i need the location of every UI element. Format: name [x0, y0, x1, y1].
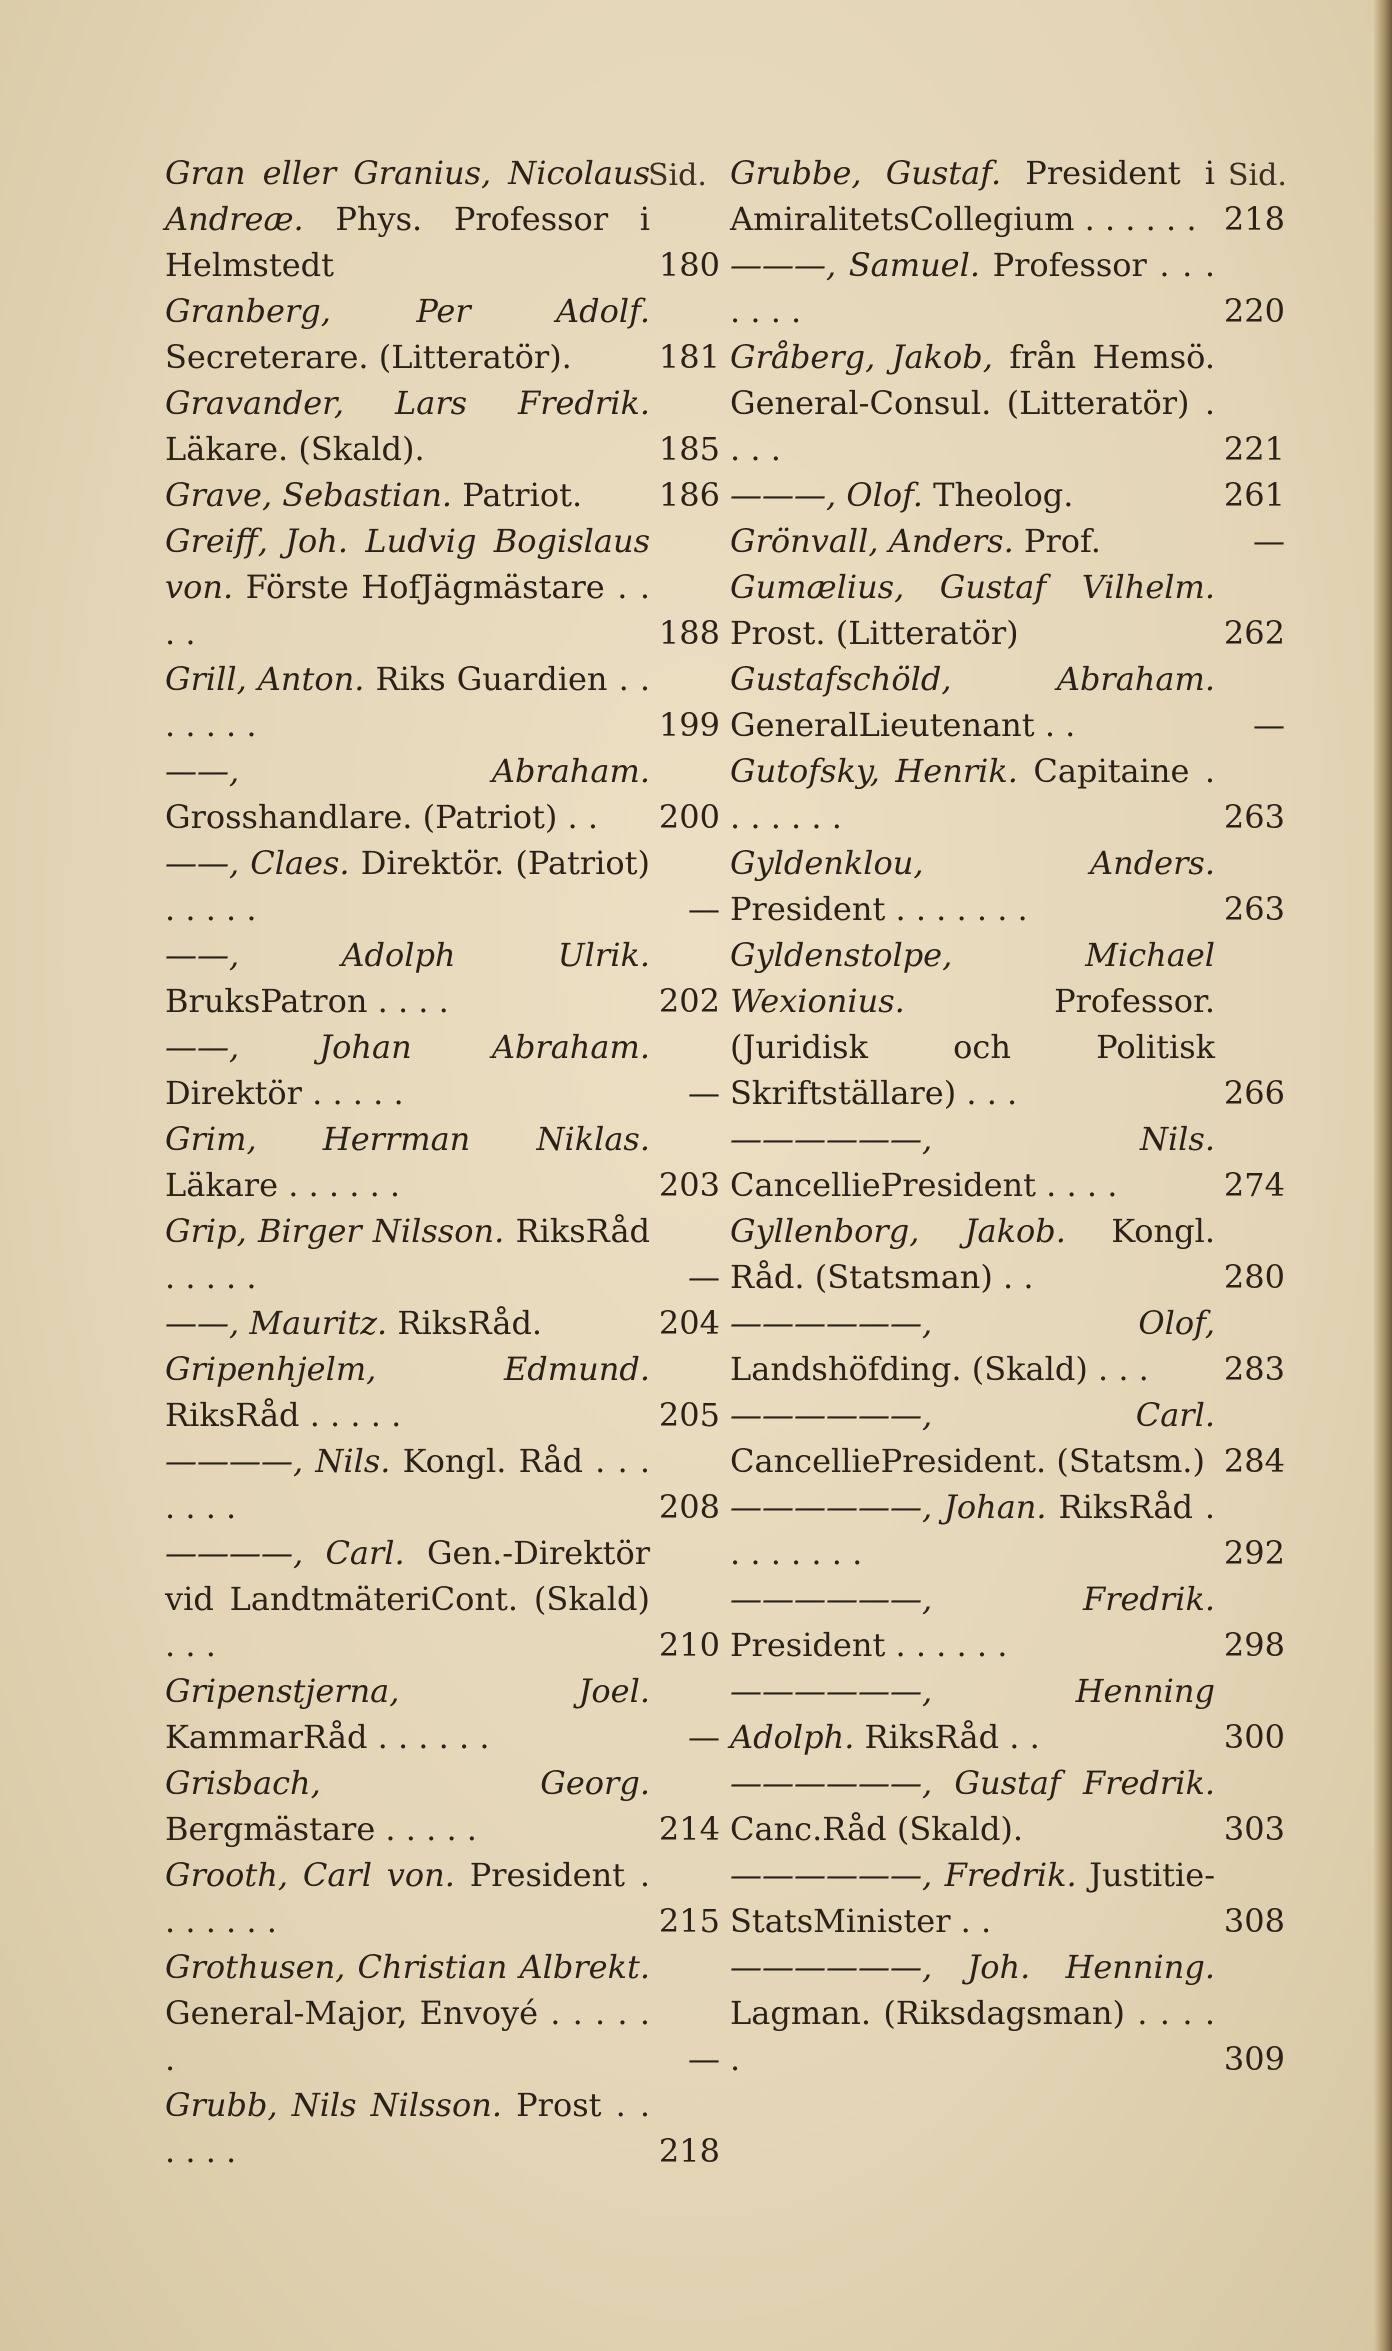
- index-entry: [730, 1300, 1285, 1392]
- entry-description: RiksRåd . . . . .: [165, 1212, 651, 1296]
- index-entry: [165, 1852, 720, 1944]
- right-column: [730, 150, 1285, 2082]
- entry-description: RiksRåd . . . . . . . .: [730, 1488, 1216, 1572]
- entry-page-number: 300: [1223, 1718, 1285, 1756]
- entry-name: Gyldenstolpe, Michael Wexionius.: [730, 936, 1215, 1020]
- index-entry: [165, 1346, 720, 1438]
- entry-page-number: 210: [658, 1626, 720, 1664]
- index-entry: [165, 1530, 720, 1668]
- entry-description: Theolog.: [933, 476, 1074, 514]
- entry-page-number: 308: [1223, 1902, 1285, 1940]
- entry-name: ——, Johan Abraham.: [165, 1028, 650, 1066]
- left-column: [165, 150, 720, 2174]
- entry-page-number: —: [688, 1074, 720, 1112]
- entry-page-number: 292: [1223, 1534, 1285, 1572]
- index-entry: [730, 1116, 1285, 1208]
- entry-page-number: 202: [658, 982, 720, 1020]
- entry-page-number: —: [1253, 522, 1285, 560]
- index-entry: [165, 1438, 720, 1530]
- entry-description: President . . . . . .: [730, 1626, 1008, 1664]
- index-entry: [165, 1024, 720, 1116]
- entry-name: ———, Samuel.: [730, 246, 981, 284]
- entry-description: President i AmiralitetsCollegium . . . . . .: [730, 154, 1216, 238]
- entry-page-number: 215: [658, 1902, 720, 1940]
- entry-name: ——————, Nils.: [730, 1120, 1215, 1158]
- entry-description: Prost . . . . . .: [165, 2086, 651, 2170]
- entry-name: Gripenstjerna, Joel.: [165, 1672, 650, 1710]
- entry-name: ——————, Gustaf Fredrik.: [730, 1764, 1215, 1802]
- entry-description: BruksPatron . . . .: [165, 982, 449, 1020]
- entry-page-number: 274: [1223, 1166, 1285, 1204]
- entry-name: Grisbach, Georg.: [165, 1764, 650, 1802]
- entry-description: Lagman. (Riksdagsman) . . . . .: [730, 1994, 1215, 2078]
- entry-description: RiksRåd . . . . .: [165, 1396, 402, 1434]
- index-entry: [165, 1208, 720, 1300]
- entry-description: Prof.: [1023, 522, 1101, 560]
- index-entry: [165, 518, 720, 656]
- entry-page-number: 218: [1223, 200, 1285, 238]
- entry-name: ——, Mauritz.: [165, 1304, 388, 1342]
- entry-page-number: —: [688, 890, 720, 928]
- entry-description: Prost. (Litteratör): [730, 614, 1019, 652]
- entry-page-number: 204: [658, 1304, 720, 1342]
- entry-name: ——————, Olof,: [730, 1304, 1215, 1342]
- index-entry: [165, 656, 720, 748]
- index-entry: [165, 288, 720, 380]
- entry-name: Gråberg, Jakob,: [730, 338, 993, 376]
- index-entry: [165, 840, 720, 932]
- entry-name: Gumælius, Gustaf Vilhelm.: [730, 568, 1215, 606]
- entry-description: Gen.-Direktör vid LandtmäteriCont. (Skald) . . .: [165, 1534, 650, 1664]
- index-entry: [165, 1300, 720, 1346]
- index-entry: [165, 2082, 720, 2174]
- entry-description: President . . . . . . .: [730, 890, 1028, 928]
- entry-name: ——————, Joh. Henning.: [730, 1948, 1215, 1986]
- index-entry: [730, 242, 1285, 334]
- entry-name: Grooth, Carl von.: [165, 1856, 455, 1894]
- entry-description: Capitaine . . . . . . .: [730, 752, 1216, 836]
- sid-header-right: Sid.: [1228, 158, 1287, 193]
- entry-page-number: —: [688, 1258, 720, 1296]
- entry-name: Grip, Birger Nilsson.: [165, 1212, 505, 1250]
- entry-name: Grubbe, Gustaf.: [730, 154, 1002, 192]
- entry-page-number: 309: [1223, 2040, 1285, 2078]
- entry-description: CancelliePresident . . . .: [730, 1166, 1118, 1204]
- entry-name: ——————, Johan.: [730, 1488, 1047, 1526]
- entry-page-number: 283: [1223, 1350, 1285, 1388]
- index-entry: [165, 1944, 720, 2082]
- entry-page-number: 284: [1223, 1442, 1285, 1480]
- index-entry: [165, 748, 720, 840]
- index-entry: [730, 656, 1285, 748]
- entry-description: Grosshandlare. (Patriot) . .: [165, 798, 598, 836]
- entry-description: Landshöfding. (Skald) . . .: [730, 1350, 1149, 1388]
- entry-page-number: 280: [1223, 1258, 1285, 1296]
- index-entry: [730, 472, 1285, 518]
- entry-name: Granberg, Per Adolf.: [165, 292, 650, 330]
- index-entry: [730, 840, 1285, 932]
- entry-name: Gustafschöld, Abraham.: [730, 660, 1215, 698]
- index-entry: [165, 380, 720, 472]
- entry-name: ——, Abraham.: [165, 752, 650, 790]
- entry-page-number: 205: [658, 1396, 720, 1434]
- entry-description: Direktör . . . . .: [165, 1074, 404, 1112]
- entry-page-number: 181: [658, 338, 720, 376]
- entry-description: Patriot.: [462, 476, 583, 514]
- entry-page-number: 185: [658, 430, 720, 468]
- index-entry: [730, 1208, 1285, 1300]
- entry-name: ———, Olof.: [730, 476, 923, 514]
- entry-description: Kongl. Råd . . . . . . .: [165, 1442, 651, 1526]
- entry-name: Grothusen, Christian Albrekt.: [165, 1948, 650, 1986]
- entry-page-number: 203: [658, 1166, 720, 1204]
- entry-description: Bergmästare . . . . .: [165, 1810, 477, 1848]
- entry-description: Secreterare. (Litteratör).: [165, 338, 572, 376]
- entry-name: ——————, Fredrik.: [730, 1856, 1077, 1894]
- index-entry: [165, 472, 720, 518]
- index-entry: [165, 932, 720, 1024]
- entry-description: från Hemsö. General-Consul. (Litteratör) . . . .: [730, 338, 1216, 468]
- index-entry: [730, 1760, 1285, 1852]
- entry-page-number: 220: [1223, 292, 1285, 330]
- index-entry: [730, 564, 1285, 656]
- index-entry: [730, 1576, 1285, 1668]
- index-entry: [730, 748, 1285, 840]
- entry-name: ——————, Henning Adolph.: [730, 1672, 1215, 1756]
- entry-page-number: 199: [658, 706, 720, 744]
- index-entry: [165, 1116, 720, 1208]
- entry-name: Greiff, Joh. Ludvig Bogislaus von.: [165, 522, 650, 606]
- entry-name: Gravander, Lars Fredrik.: [165, 384, 650, 422]
- entry-name: ————, Carl.: [165, 1534, 405, 1572]
- entry-description: GeneralLieutenant . .: [730, 706, 1076, 744]
- entry-page-number: 218: [658, 2132, 720, 2170]
- index-entry: [730, 150, 1285, 242]
- entry-description: President . . . . . . .: [165, 1856, 651, 1940]
- index-entry: [730, 1852, 1285, 1944]
- entry-page-number: 208: [658, 1488, 720, 1526]
- entry-description: General-Major, Envoyé . . . . . .: [165, 1994, 650, 2078]
- entry-page-number: 263: [1223, 798, 1285, 836]
- index-entry: [730, 1944, 1285, 2082]
- entry-page-number: —: [1253, 706, 1285, 744]
- entry-name: Gyllenborg, Jakob.: [730, 1212, 1066, 1250]
- entry-description: Professor. (Juridisk och Politisk Skriftställare) . . .: [730, 982, 1215, 1112]
- entry-description: Canc.Råd (Skald).: [730, 1810, 1024, 1848]
- index-entry: [730, 1484, 1285, 1576]
- entry-description: Riks Guardien . . . . . . .: [165, 660, 651, 744]
- entry-page-number: 262: [1223, 614, 1285, 652]
- index-entry: [730, 932, 1285, 1116]
- entry-name: Grubb, Nils Nilsson.: [165, 2086, 503, 2124]
- entry-page-number: 180: [658, 246, 720, 284]
- index-entry: [730, 518, 1285, 564]
- index-entry: [165, 1668, 720, 1760]
- entry-page-number: 261: [1223, 476, 1285, 514]
- entry-page-number: 186: [658, 476, 720, 514]
- entry-name: ——, Adolph Ulrik.: [165, 936, 650, 974]
- entry-description: Läkare . . . . . .: [165, 1166, 401, 1204]
- entry-page-number: 221: [1223, 430, 1285, 468]
- entry-description: KammarRåd . . . . . .: [165, 1718, 490, 1756]
- entry-description: Justitie-StatsMinister . .: [730, 1856, 1216, 1940]
- entry-name: Grönvall, Anders.: [730, 522, 1014, 560]
- entry-description: CancelliePresident. (Statsm.): [730, 1442, 1205, 1480]
- entry-name: Gutofsky, Henrik.: [730, 752, 1018, 790]
- index-entry: [165, 1760, 720, 1852]
- entry-page-number: 303: [1223, 1810, 1285, 1848]
- page-edge: [1374, 0, 1392, 2351]
- entry-description: RiksRåd . .: [864, 1718, 1040, 1756]
- index-entry: [730, 1392, 1285, 1484]
- entry-description: Direktör. (Patriot) . . . . .: [165, 844, 651, 928]
- entry-page-number: 266: [1223, 1074, 1285, 1112]
- entry-name: ——————, Carl.: [730, 1396, 1215, 1434]
- entry-page-number: 188: [658, 614, 720, 652]
- entry-description: Läkare. (Skald).: [165, 430, 425, 468]
- entry-page-number: 263: [1223, 890, 1285, 928]
- entry-page-number: 214: [658, 1810, 720, 1848]
- entry-name: Grill, Anton.: [165, 660, 365, 698]
- index-entry: [730, 334, 1285, 472]
- entry-page-number: 298: [1223, 1626, 1285, 1664]
- entry-description: Förste HofJägmästare . . . .: [165, 568, 650, 652]
- entry-name: Gran eller Granius, Nicolaus Andreæ.: [165, 154, 650, 238]
- entry-name: Gripenhjelm, Edmund.: [165, 1350, 650, 1388]
- entry-name: Gyldenklou, Anders.: [730, 844, 1215, 882]
- entry-page-number: —: [688, 2040, 720, 2078]
- index-entry: [165, 150, 720, 288]
- entry-name: ——————, Fredrik.: [730, 1580, 1215, 1618]
- entry-name: ————, Nils.: [165, 1442, 391, 1480]
- entry-name: Grim, Herrman Niklas.: [165, 1120, 650, 1158]
- index-entry: [730, 1668, 1285, 1760]
- entry-name: ——, Claes.: [165, 844, 350, 882]
- sid-header-left: Sid.: [648, 158, 707, 193]
- entry-page-number: —: [688, 1718, 720, 1756]
- entry-description: Professor . . . . . . .: [730, 246, 1215, 330]
- entry-description: RiksRåd.: [397, 1304, 543, 1342]
- entry-description: Kongl. Råd. (Statsman) . .: [730, 1212, 1216, 1296]
- entry-name: Grave, Sebastian.: [165, 476, 453, 514]
- entry-page-number: 200: [658, 798, 720, 836]
- entry-description: Phys. Professor i Helmstedt: [165, 200, 651, 284]
